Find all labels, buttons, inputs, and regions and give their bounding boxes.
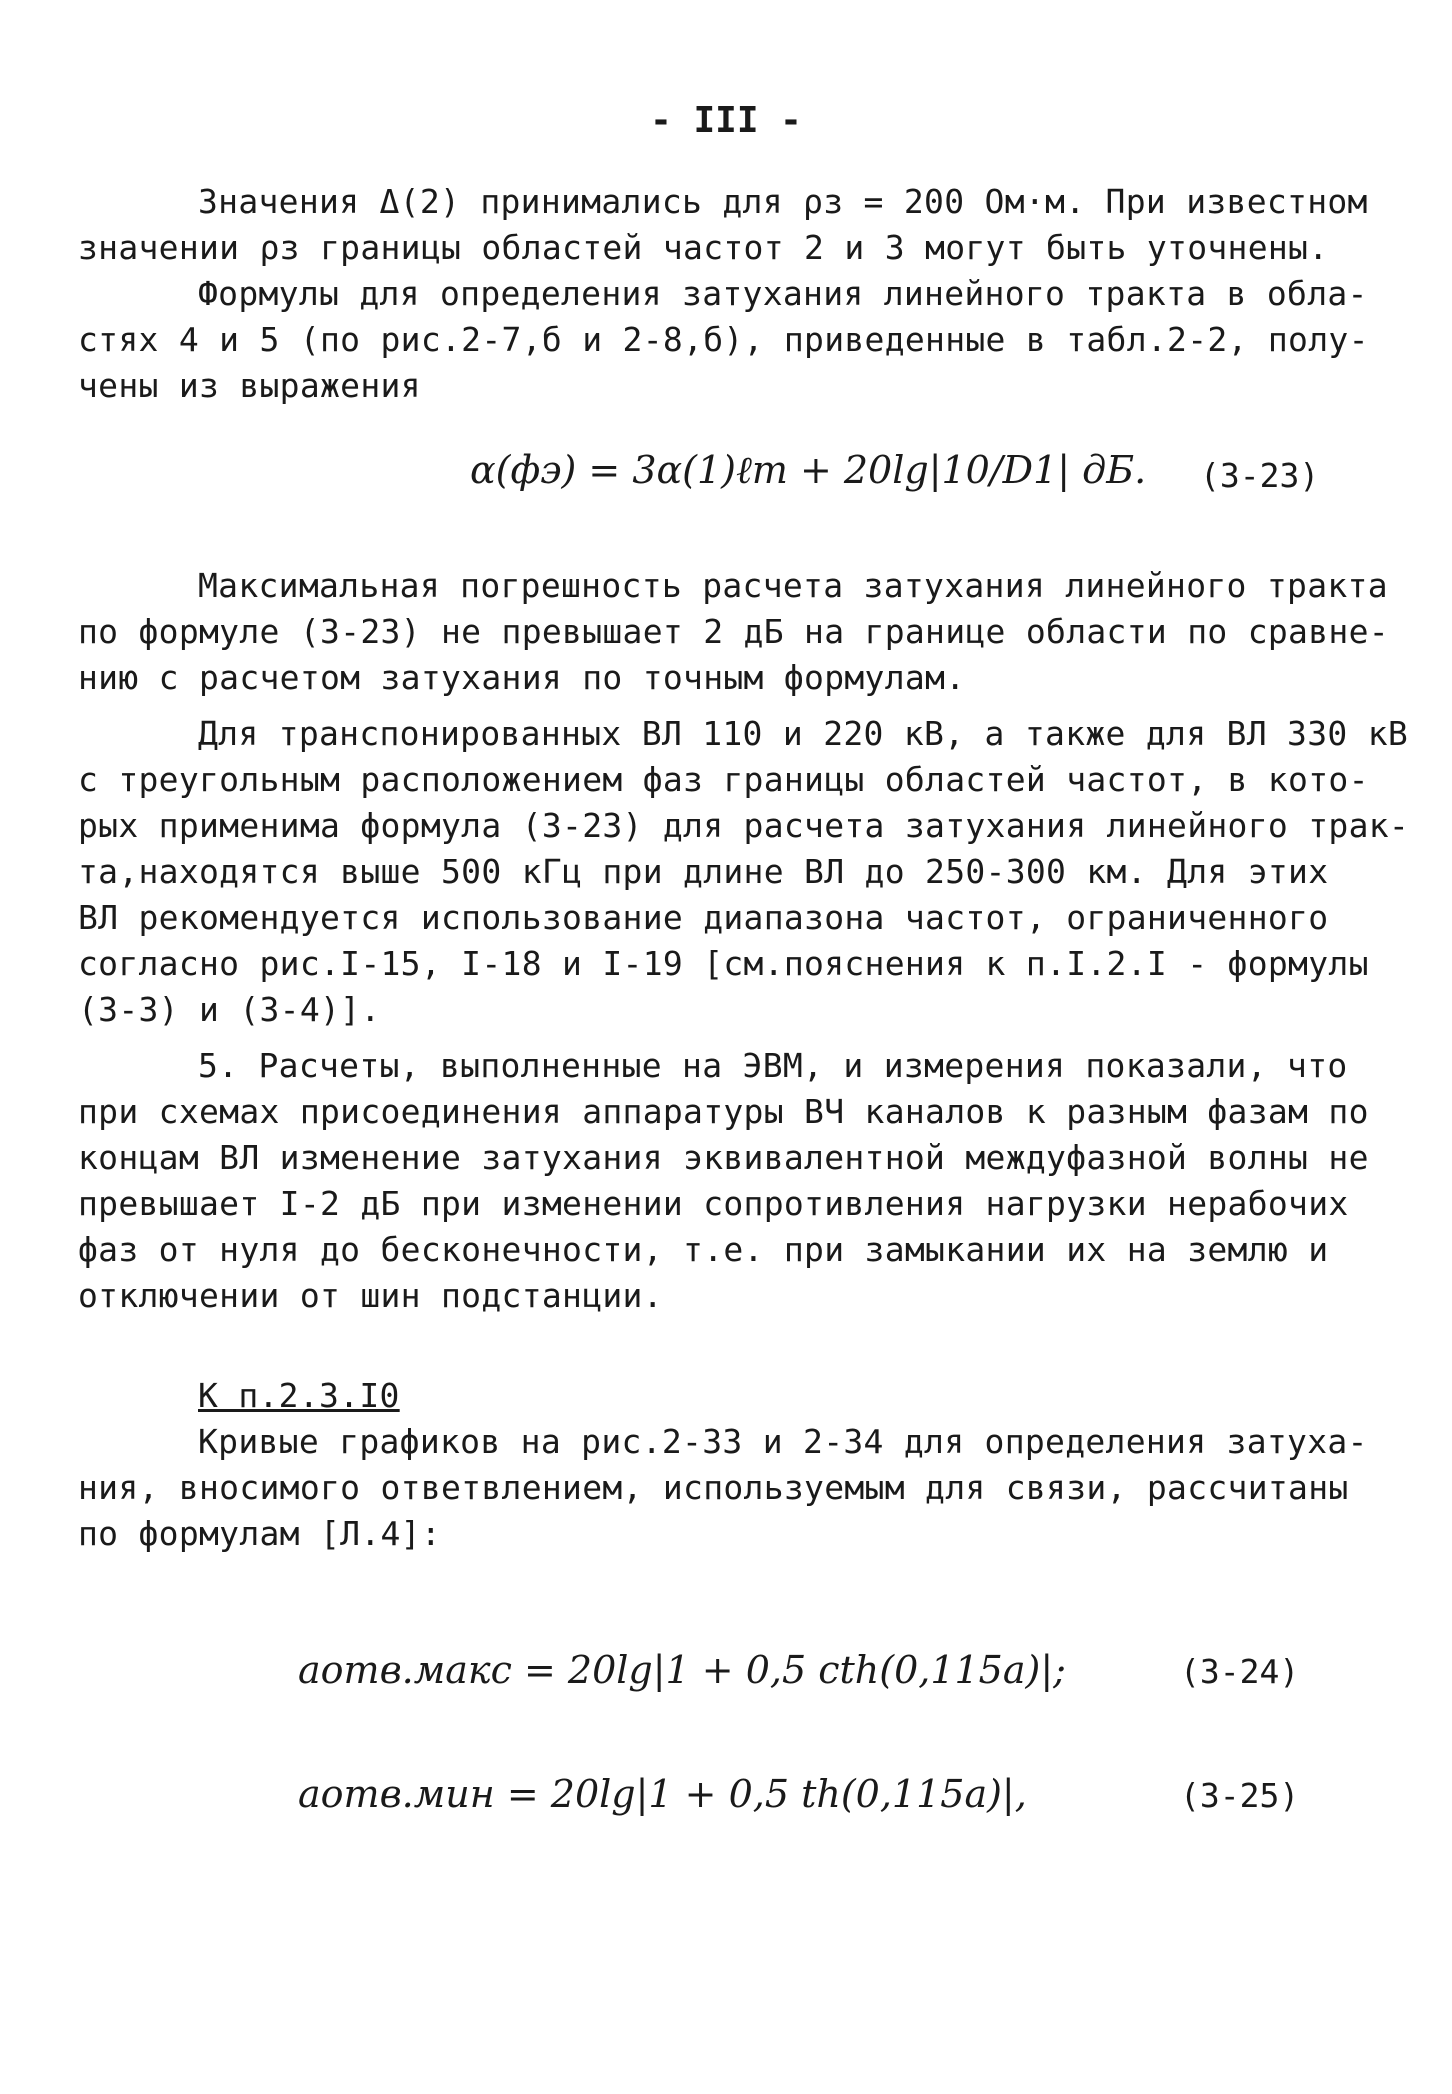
text-line: фаз от нуля до бесконечности, т.е. при замыкании их на землю и xyxy=(78,1230,1329,1269)
text-line: (3-3) и (3-4)]. xyxy=(78,990,381,1029)
text-line: стях 4 и 5 (по рис.2-7,б и 2-8,б), приведенные в табл.2-2, полу- xyxy=(78,320,1369,359)
section-heading: К п.2.3.I0 xyxy=(198,1376,400,1415)
text-line: нию с расчетом затухания по точным формулам. xyxy=(78,658,966,697)
page-number: - III - xyxy=(650,100,802,141)
text-line: концам ВЛ изменение затухания эквивалентной междуфазной волны не xyxy=(78,1138,1369,1177)
text-line: рых применима формула (3-23) для расчета затухания линейного трак- xyxy=(78,806,1410,845)
formula-number-3-25: (3-25) xyxy=(1180,1776,1300,1815)
formula-number-3-23: (3-23) xyxy=(1200,456,1320,495)
text-line: чены из выражения xyxy=(78,366,421,405)
text-line: превышает I-2 дБ при изменении сопротивления нагрузки нерабочих xyxy=(78,1184,1349,1223)
formula-3-23: α(фэ) = 3α(1)ℓт + 20lg|10/D1| дБ. xyxy=(470,448,1147,492)
text-line: по формулам [Л.4]: xyxy=(78,1514,442,1553)
text-line: та,находятся выше 500 кГц при длине ВЛ до 250-300 км. Для этих xyxy=(78,852,1329,891)
text-line: значении ρз границы областей частот 2 и 3 могут быть уточнены. xyxy=(78,228,1329,267)
text-line: Формулы для определения затухания линейного тракта в обла- xyxy=(198,274,1368,313)
formula-3-25: aотв.мин = 20lg|1 + 0,5 th(0,115a)|, xyxy=(298,1772,1027,1816)
text-line: ВЛ рекомендуется использование диапазона частот, ограниченного xyxy=(78,898,1329,937)
text-line: при схемах присоединения аппаратуры ВЧ каналов к разным фазам по xyxy=(78,1092,1369,1131)
text-line: 5. Расчеты, выполненные на ЭВМ, и измерения показали, что xyxy=(198,1046,1348,1085)
text-line: с треугольным расположением фаз границы областей частот, в кото- xyxy=(78,760,1369,799)
text-line: согласно рис.I-15, I-18 и I-19 [см.пояснения к п.I.2.I - формулы xyxy=(78,944,1369,983)
text-line: отключении от шин подстанции. xyxy=(78,1276,663,1315)
text-line: Для транспонированных ВЛ 110 и 220 кВ, а также для ВЛ 330 кВ xyxy=(198,714,1409,753)
formula-3-24: aотв.макс = 20lg|1 + 0,5 cth(0,115a)|; xyxy=(298,1648,1066,1692)
formula-number-3-24: (3-24) xyxy=(1180,1652,1300,1691)
text-line: ния, вносимого ответвлением, используемым для связи, рассчитаны xyxy=(78,1468,1349,1507)
text-line: по формуле (3-23) не превышает 2 дБ на границе области по сравне- xyxy=(78,612,1389,651)
text-line: Значения Δ(2) принимались для ρз = 200 Ом·м. При известном xyxy=(198,182,1368,221)
text-line: Максимальная погрешность расчета затухания линейного тракта xyxy=(198,566,1388,605)
text-line: Кривые графиков на рис.2-33 и 2-34 для определения затуха- xyxy=(198,1422,1368,1461)
